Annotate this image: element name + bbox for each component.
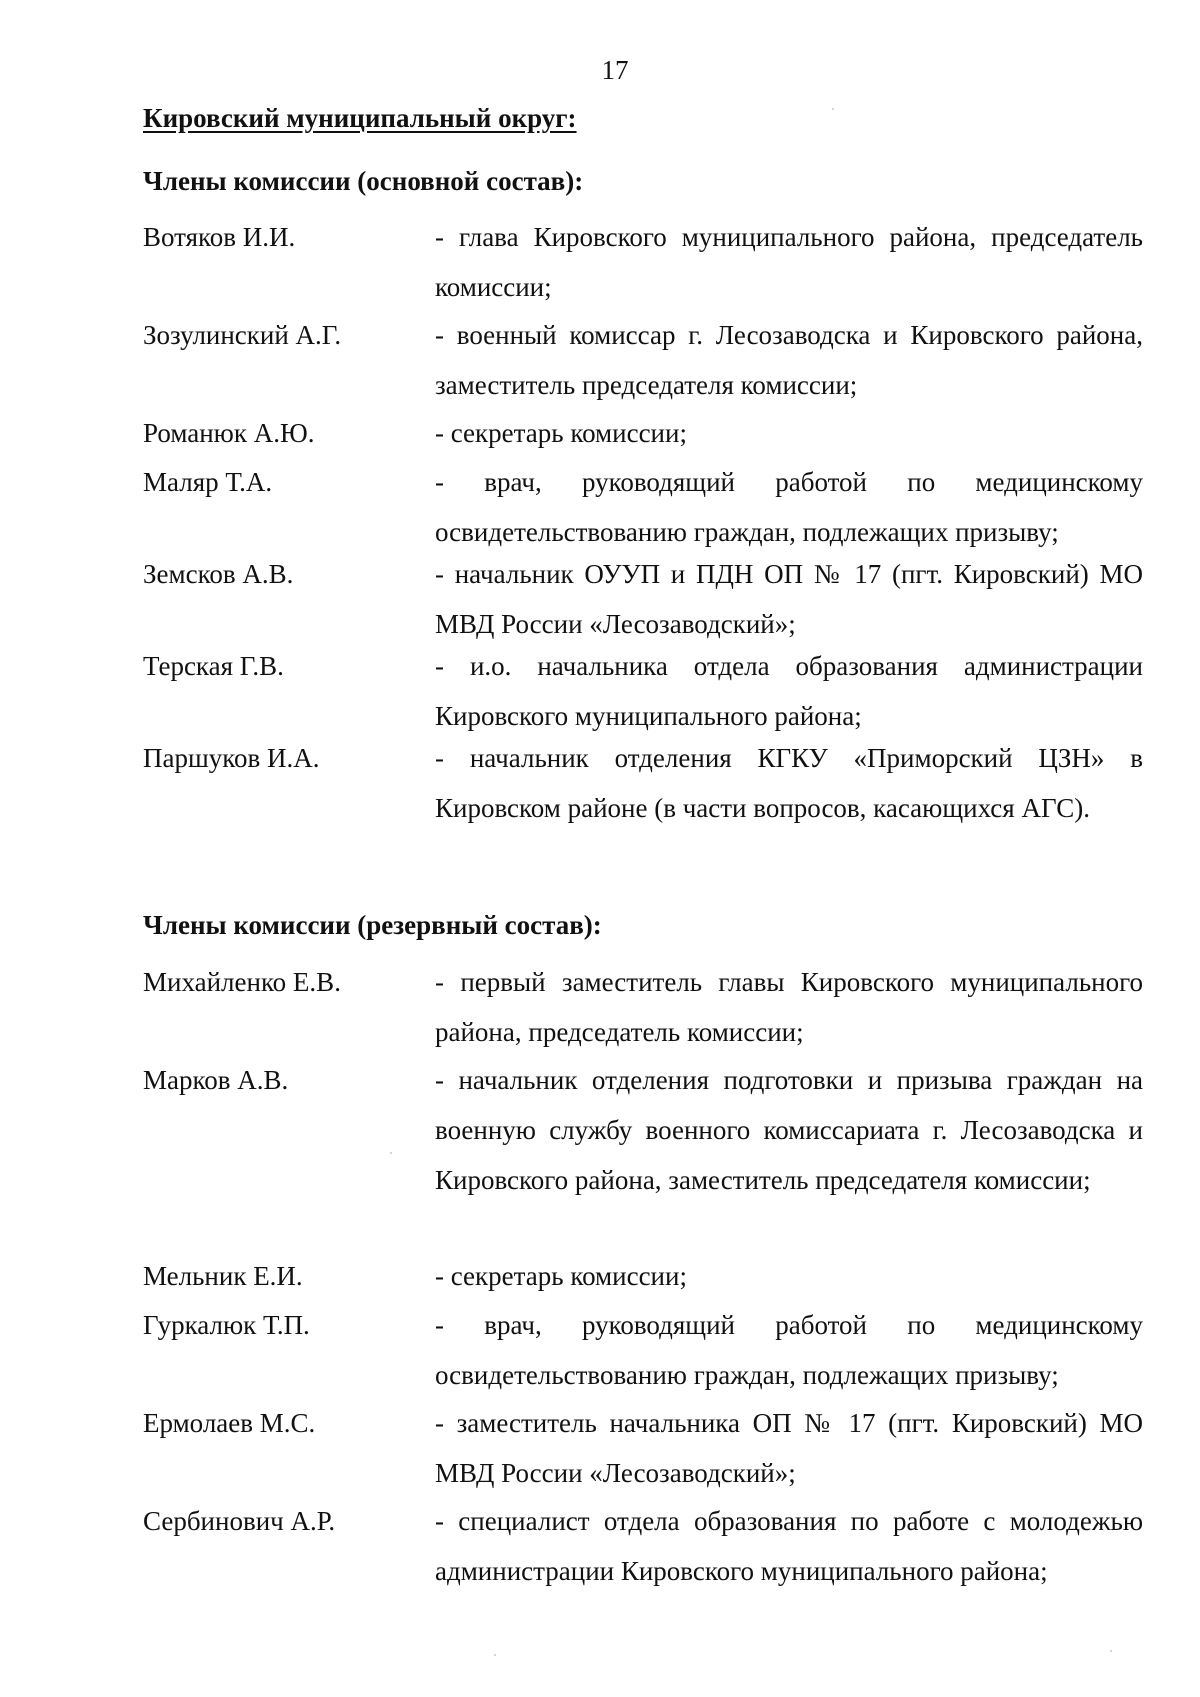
member-name: Романюк А.Ю. [143,418,315,448]
member-row [143,408,1143,457]
reserve-members-heading: Члены комиссии (резервный состав): [143,910,602,940]
scan-artifact [494,1654,496,1656]
member-role: - врач, руководящий работой по медицинскому освидетельствованию граждан, подлежащих призыву; [435,467,1143,547]
member-name: Марков А.В. [143,1065,289,1095]
member-name: Земсков А.В. [143,559,294,589]
member-name: Вотяков И.И. [143,222,296,252]
member-role: - глава Кировского муниципального района, председатель комиссии; [435,222,1143,302]
member-row [143,310,1143,408]
member-row [143,1496,1143,1594]
member-row [143,457,1143,549]
district-title: Кировский муниципальный округ: [143,103,577,133]
member-name: Ермолаев М.С. [143,1408,316,1438]
member-row [143,957,1143,1055]
member-name: Мельник Е.И. [143,1261,303,1291]
member-role: - и.о. начальника отдела образования администрации Кировского муниципального района; [435,651,1143,731]
member-row [143,641,1143,733]
member-role: - заместитель начальника ОП № 17 (пгт. Кировский) МО МВД России «Лесозаводский»; [435,1408,1143,1488]
member-role: - начальник отделения КГКУ «Приморский ЦЗН» в Кировском районе (в части вопросов, касающихся АГС). [435,743,1143,823]
member-row [143,1055,1143,1251]
member-name: Михайленко Е.В. [143,967,341,997]
scan-artifact [390,1152,392,1154]
member-row [143,733,1143,825]
member-role: - секретарь комиссии; [435,1261,687,1291]
scan-artifact [832,108,834,110]
member-role: - начальник ОУУП и ПДН ОП № 17 (пгт. Кировский) МО МВД России «Лесозаводский»; [435,559,1143,639]
member-name: Сербинович А.Р. [143,1506,336,1536]
member-row [143,1300,1143,1398]
member-name: Терская Г.В. [143,651,284,681]
member-role: - первый заместитель главы Кировского муниципального района, председатель комиссии; [435,967,1143,1047]
main-members-heading: Члены комиссии (основной состав): [143,166,584,196]
member-name: Зозулинский А.Г. [143,320,342,350]
member-name: Маляр Т.А. [143,467,273,497]
member-role: - специалист отдела образования по работе с молодежью администрации Кировского муниципального района; [435,1506,1143,1586]
member-role: - секретарь комиссии; [435,418,687,448]
member-row [143,212,1143,310]
member-role: - военный комиссар г. Лесозаводска и Кировского района, заместитель председателя комиссии; [435,320,1143,400]
member-row [143,1251,1143,1300]
member-row [143,1398,1143,1496]
member-name: Паршуков И.А. [143,743,320,773]
scan-artifact [1110,1650,1112,1652]
member-role: - начальник отделения подготовки и призыва граждан на военную службу военного комиссариата г. Лесозаводска и Кировского района, заместитель председателя комиссии; [435,1065,1143,1195]
member-row [143,549,1143,641]
member-name: Гуркалюк Т.П. [143,1310,310,1340]
member-role: - врач, руководящий работой по медицинскому освидетельствованию граждан, подлежащих призыву; [435,1310,1143,1390]
main-members-list [143,212,1143,825]
page-number: 17 [601,55,629,85]
reserve-members-list [143,957,1143,1594]
